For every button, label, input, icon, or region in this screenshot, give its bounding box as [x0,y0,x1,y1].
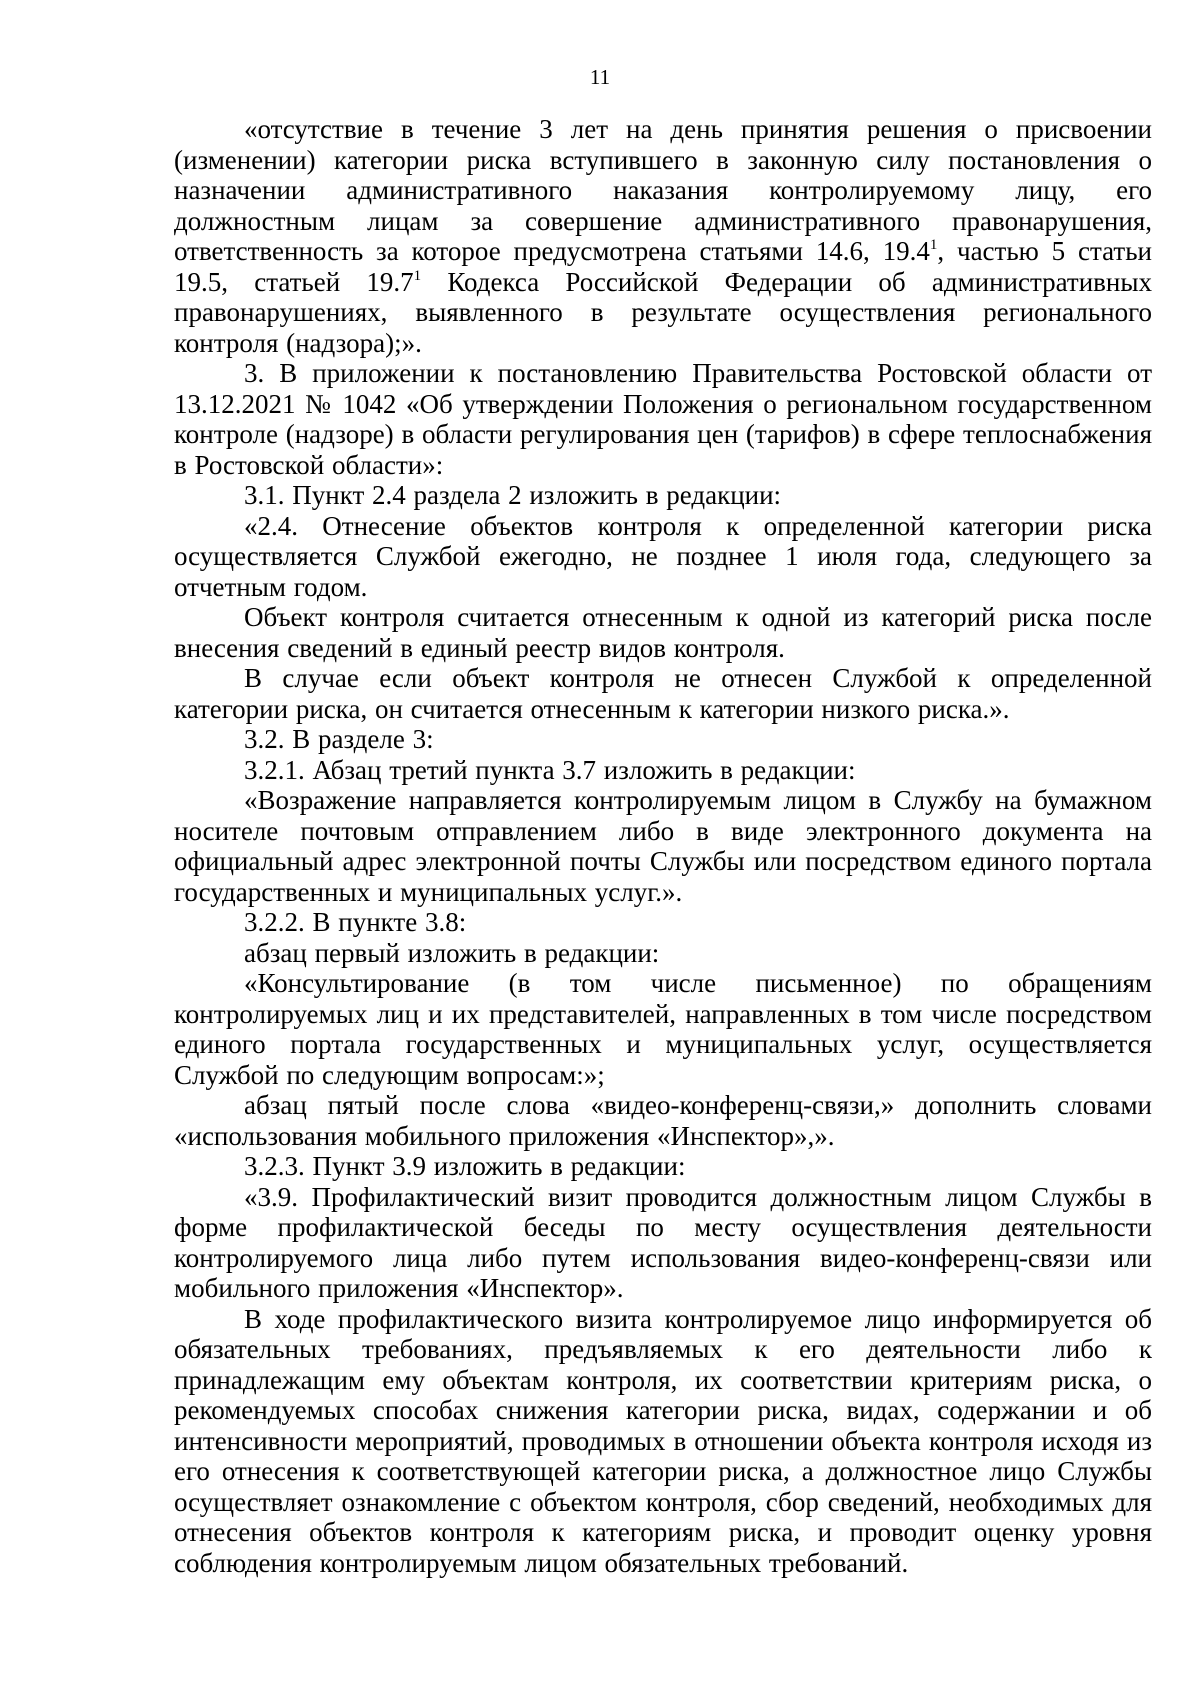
paragraph-item-3-2: 3.2. В разделе 3: [244,724,434,754]
paragraph-item-3-2-2: 3.2.2. В пункте 3.8: [244,907,467,937]
paragraph-item-3: 3. В приложении к постановлению Правительства Ростовской области от 13.12.2021 № 1042 «Об утверждении Положения о региональном государственном контроле (надзоре) в области регулирования цен (тарифов) в сфере теплоснабжения в Ростовской области»: [174,358,1152,480]
page-number: 11 [589,65,611,89]
paragraph-text: Кодекса Российской Федерации об административных правонарушениях, выявленного в результате осуществления регионального контроля (надзора);». [174,266,1152,358]
paragraph-item-3-2-1: 3.2.1. Абзац третий пункта 3.7 изложить в редакции: [244,754,856,785]
paragraph-low-risk: В случае если объект контроля не отнесен Службой к определенной категории риска, он считается отнесенным к категории низкого риска.». [174,663,1152,724]
paragraph-risk-registry: Объект контроля считается отнесенным к одной из категорий риска после внесения сведений в единый реестр видов контроля. [174,602,1152,663]
paragraph-risk-criterion [174,114,1152,358]
paragraph-text: «отсутствие в течение 3 лет на день принятия решения о присвоении (изменении) категории риска вступившего в законную силу постановления о назначении административного наказания контролируемому лицу, его должностным лицам за совершение административного правонарушения, ответственность за которое предусмотрена статьями 14.6, 19.4 [174,114,1152,266]
paragraph-objection: «Возражение направляется контролируемым лицом в Службу на бумажном носителе почтовым отправлением либо в виде электронного документа на официальный адрес электронной почты Службы или посредством единого портала государственных и муниципальных услуг.». [174,785,1152,907]
superscript: 1 [413,267,422,284]
paragraph-clause-3-9: «3.9. Профилактический визит проводится должностным лицом Службы в форме профилактической беседы по месту осуществления деятельности контролируемого лица либо путем использования видео-конференц-связи или мобильного приложения «Инспектор». [174,1181,1152,1303]
document-body [174,114,1152,1578]
paragraph-visit-details: В ходе профилактического визита контролируемое лицо информируется об обязательных требованиях, предъявляемых к его деятельности либо к принадлежащим ему объектам контроля, их соответствии критериям риска, о рекомендуемых способах снижения категории риска, видах, содержании и об интенсивности мероприятий, проводимых в отношении объекта контроля исходя из его отнесения к соответствующей категории риска, а должностное лицо Службы осуществляет ознакомление с объектом контроля, сбор сведений, необходимых для отнесения объектов контроля к категориям риска, и проводит оценку уровня соблюдения контролируемым лицом обязательных требований. [174,1303,1152,1578]
paragraph-first-abzac: абзац первый изложить в редакции: [244,937,660,968]
paragraph-fifth-abzac: абзац пятый после слова «видео-конференц-связи,» дополнить словами «использования мобильного приложения «Инспектор»,». [174,1090,1152,1151]
paragraph-item-3-2-3: 3.2.3. Пункт 3.9 изложить в редакции: [244,1151,686,1181]
paragraph-clause-2-4: «2.4. Отнесение объектов контроля к определенной категории риска осуществляется Службой ежегодно, не позднее 1 июля года, следующего за отчетным годом. [174,510,1152,602]
superscript: 1 [929,237,938,253]
paragraph-text: , частью 5 статьи 19.5, статьей 19.7 [174,236,1152,297]
paragraph-item-3-1: 3.1. Пункт 2.4 раздела 2 изложить в редакции: [244,480,782,510]
paragraph-consulting: «Консультирование (в том числе письменное) по обращениям контролируемых лиц и их представителей, направленных в том числе посредством единого портала государственных и муниципальных услуг, осуществляется Службой по следующим вопросам:»; [174,968,1152,1090]
